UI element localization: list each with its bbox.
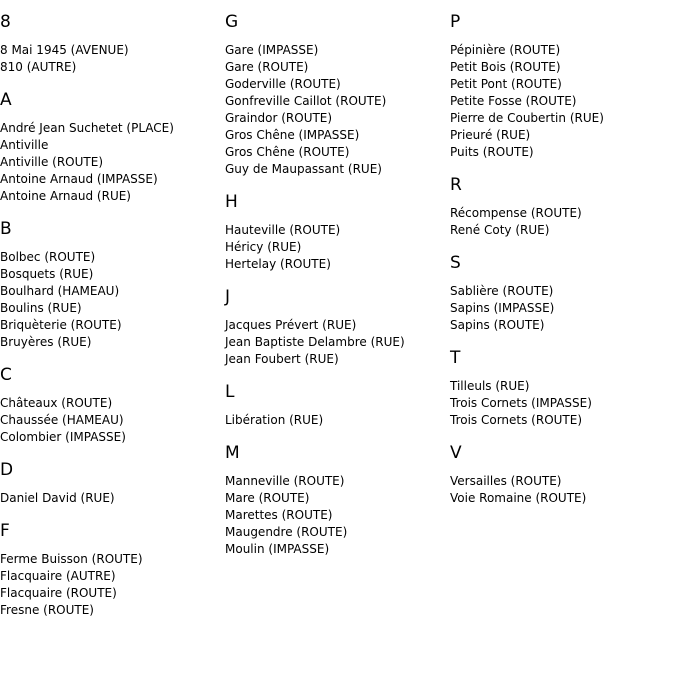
index-column-1 — [0, 12, 225, 633]
street-item: Ferme Buisson (ROUTE) — [0, 552, 143, 566]
street-list — [0, 395, 225, 446]
letter-heading: A — [0, 90, 12, 110]
street-item: Trois Cornets (ROUTE) — [450, 413, 583, 427]
street-item: Gare (IMPASSE) — [225, 43, 319, 57]
street-item: 8 Mai 1945 (AVENUE) — [0, 43, 129, 57]
letter-group-f — [0, 521, 225, 619]
letter-heading: L — [225, 382, 235, 402]
letter-heading: S — [450, 253, 461, 273]
street-list — [225, 222, 450, 273]
letter-group-8 — [0, 12, 225, 76]
letter-group-c — [0, 365, 225, 446]
street-item: Boulins (RUE) — [0, 301, 82, 315]
street-item: Gros Chêne (ROUTE) — [225, 145, 350, 159]
street-item: Voie Romaine (ROUTE) — [450, 491, 587, 505]
letter-group-t — [450, 348, 675, 429]
street-item: Sapins (ROUTE) — [450, 318, 545, 332]
street-list — [450, 283, 675, 334]
index-column-3 — [450, 12, 675, 521]
letter-group-l — [225, 382, 450, 429]
street-list — [450, 42, 675, 161]
letter-heading: T — [450, 348, 461, 368]
letter-group-d — [0, 460, 225, 507]
letter-group-m — [225, 443, 450, 558]
street-item: André Jean Suchetet (PLACE) — [0, 121, 174, 135]
street-item: Mare (ROUTE) — [225, 491, 310, 505]
street-item: Puits (ROUTE) — [450, 145, 534, 159]
street-item: Marettes (ROUTE) — [225, 508, 333, 522]
letter-heading: G — [225, 12, 239, 32]
street-item: Petit Pont (ROUTE) — [450, 77, 562, 91]
street-item: Petite Fosse (ROUTE) — [450, 94, 577, 108]
street-item: Libération (RUE) — [225, 413, 324, 427]
letter-heading: P — [450, 12, 461, 32]
street-item: René Coty (RUE) — [450, 223, 550, 237]
street-item: Gros Chêne (IMPASSE) — [225, 128, 360, 142]
street-item: Jean Baptiste Delambre (RUE) — [225, 335, 405, 349]
street-item: Antiville — [0, 138, 49, 152]
letter-group-b — [0, 219, 225, 351]
street-item: Gare (ROUTE) — [225, 60, 309, 74]
street-item: Antiville (ROUTE) — [0, 155, 103, 169]
letter-heading: R — [450, 175, 462, 195]
street-item: Flacquaire (ROUTE) — [0, 586, 117, 600]
street-item: Récompense (ROUTE) — [450, 206, 582, 220]
letter-heading: D — [0, 460, 14, 480]
street-item: Versailles (ROUTE) — [450, 474, 562, 488]
street-item: Sapins (IMPASSE) — [450, 301, 555, 315]
street-list — [450, 378, 675, 429]
street-item: Châteaux (ROUTE) — [0, 396, 113, 410]
index-column-2 — [225, 12, 450, 572]
street-item: Antoine Arnaud (RUE) — [0, 189, 131, 203]
street-item: Flacquaire (AUTRE) — [0, 569, 116, 583]
street-item: Manneville (ROUTE) — [225, 474, 345, 488]
letter-heading: J — [225, 287, 231, 307]
street-item: Hertelay (ROUTE) — [225, 257, 331, 271]
street-item: Petit Bois (ROUTE) — [450, 60, 561, 74]
letter-group-j — [225, 287, 450, 368]
street-item: Sablière (ROUTE) — [450, 284, 554, 298]
street-item: Bruyères (RUE) — [0, 335, 92, 349]
street-item: Bolbec (ROUTE) — [0, 250, 96, 264]
street-item: Bosquets (RUE) — [0, 267, 94, 281]
street-item: Briquèterie (ROUTE) — [0, 318, 122, 332]
street-item: Maugendre (ROUTE) — [225, 525, 348, 539]
letter-heading: H — [225, 192, 238, 212]
street-list — [0, 42, 225, 76]
street-list — [0, 551, 225, 619]
street-item: 810 (AUTRE) — [0, 60, 77, 74]
letter-group-g — [225, 12, 450, 178]
street-list — [225, 473, 450, 558]
street-list — [225, 317, 450, 368]
street-item: Pépinière (ROUTE) — [450, 43, 561, 57]
street-item: Fresne (ROUTE) — [0, 603, 94, 617]
street-item: Graindor (ROUTE) — [225, 111, 333, 125]
street-item: Jacques Prévert (RUE) — [225, 318, 357, 332]
street-item: Prieuré (RUE) — [450, 128, 531, 142]
street-item: Pierre de Coubertin (RUE) — [450, 111, 604, 125]
street-list — [0, 490, 225, 507]
street-item: Moulin (IMPASSE) — [225, 542, 330, 556]
street-item: Tilleuls (RUE) — [450, 379, 530, 393]
street-list — [225, 412, 450, 429]
street-item: Chaussée (HAMEAU) — [0, 413, 124, 427]
street-item: Boulhard (HAMEAU) — [0, 284, 120, 298]
street-item: Daniel David (RUE) — [0, 491, 115, 505]
street-list — [225, 42, 450, 178]
street-list — [0, 120, 225, 205]
street-item: Hauteville (ROUTE) — [225, 223, 341, 237]
letter-group-v — [450, 443, 675, 507]
letter-heading: C — [0, 365, 12, 385]
street-list — [450, 205, 675, 239]
letter-heading: F — [0, 521, 10, 541]
street-item: Gonfreville Caillot (ROUTE) — [225, 94, 387, 108]
letter-group-p — [450, 12, 675, 161]
letter-heading: M — [225, 443, 240, 463]
street-list — [0, 249, 225, 351]
street-list — [450, 473, 675, 507]
street-item: Goderville (ROUTE) — [225, 77, 341, 91]
letter-group-s — [450, 253, 675, 334]
street-item: Héricy (RUE) — [225, 240, 302, 254]
street-item: Antoine Arnaud (IMPASSE) — [0, 172, 158, 186]
street-item: Jean Foubert (RUE) — [225, 352, 339, 366]
letter-group-h — [225, 192, 450, 273]
street-item: Guy de Maupassant (RUE) — [225, 162, 382, 176]
letter-heading: 8 — [0, 12, 11, 32]
street-item: Trois Cornets (IMPASSE) — [450, 396, 592, 410]
letter-group-r — [450, 175, 675, 239]
letter-heading: B — [0, 219, 12, 239]
street-item: Colombier (IMPASSE) — [0, 430, 126, 444]
letter-group-a — [0, 90, 225, 205]
letter-heading: V — [450, 443, 462, 463]
